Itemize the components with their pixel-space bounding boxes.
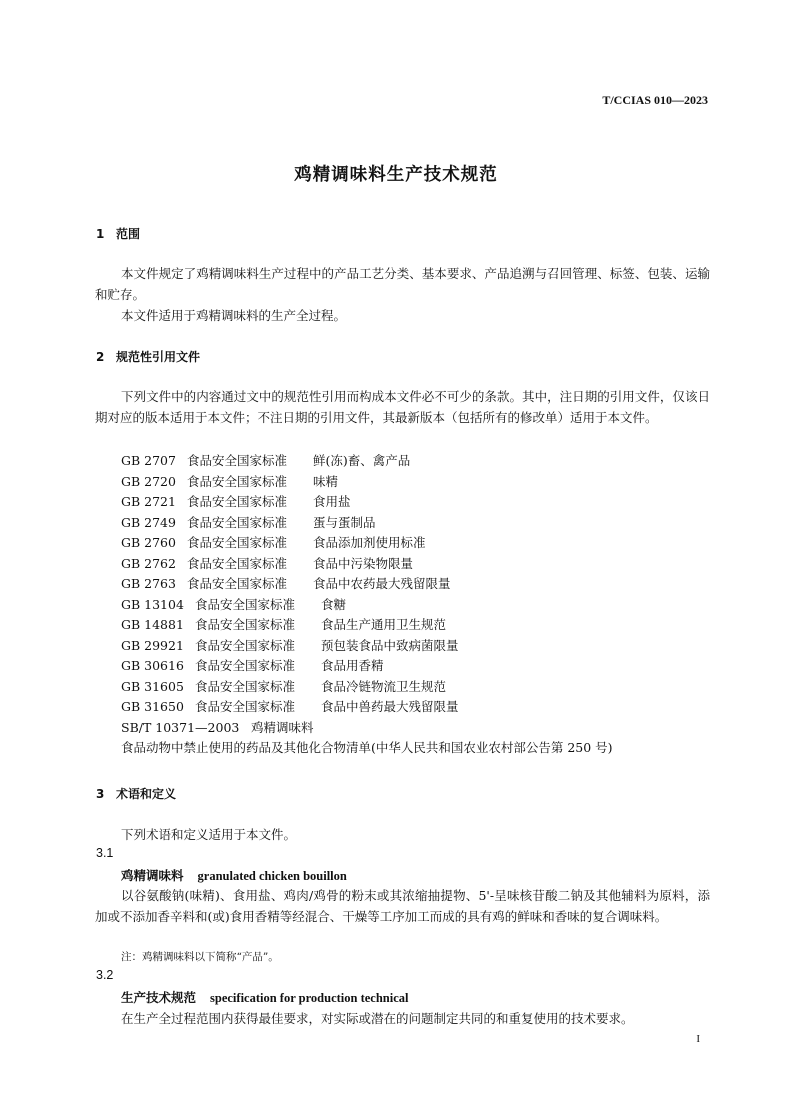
reference-title: 食品中兽药最大残留限量 [321, 699, 459, 714]
clause-number: 3.1 [96, 846, 114, 860]
reference-standard: 食品安全国家标准 [187, 453, 288, 468]
reference-title: 鸡精调味料 [251, 719, 314, 735]
reference-code: GB 31605 [121, 678, 184, 694]
reference-code: GB 14881 [121, 617, 184, 632]
clause-number: 3.2 [96, 968, 114, 982]
term-3-2 [121, 988, 409, 1006]
reference-standard: 食品安全国家标准 [187, 494, 288, 509]
reference-code: GB 2749 [121, 514, 176, 530]
section-number: 3 [96, 787, 105, 801]
section-number: 2 [96, 350, 105, 364]
reference-title: 鲜(冻)畜、禽产品 [313, 453, 411, 468]
section-title: 规范性引用文件 [116, 350, 201, 364]
section-number: 1 [96, 227, 105, 241]
reference-standard: 食品安全国家标准 [187, 514, 288, 530]
reference-standard: 食品安全国家标准 [195, 596, 296, 612]
reference-code: SB/T 10371—2003 [121, 719, 240, 735]
reference-code: GB 2720 [121, 473, 176, 489]
reference-item [121, 697, 613, 718]
reference-item [121, 492, 613, 513]
reference-item [121, 554, 613, 575]
reference-code: GB 31650 [121, 699, 184, 714]
reference-title: 食品冷链物流卫生规范 [321, 678, 447, 694]
reference-item [121, 615, 613, 636]
reference-standard: 食品安全国家标准 [195, 658, 296, 673]
term-chinese: 鸡精调味料 [121, 868, 184, 883]
reference-title: 食品动物中禁止使用的药品及其他化合物清单(中华人民共和国农业农村部公告第 250 号) [121, 740, 613, 755]
reference-title: 食品中污染物限量 [313, 555, 414, 571]
reference-item [121, 595, 613, 616]
reference-title: 食品生产通用卫生规范 [321, 617, 447, 632]
section-title: 术语和定义 [116, 787, 177, 801]
section-3-heading [96, 785, 176, 802]
reference-standard: 食品安全国家标准 [195, 617, 296, 632]
reference-code: GB 2707 [121, 453, 176, 468]
reference-title: 食用盐 [313, 494, 351, 509]
term-3-1-definition: 以谷氨酸钠(味精)、食用盐、鸡肉/鸡骨的粉末或其浓缩抽提物、5'-呈味核苷酸二钠及其他辅料为原料，添加或不添加香辛料和(或)食用香精等经混合、干燥等工序加工而成的具有鸡的鲜味和香味的复合调味料。 [95, 888, 710, 924]
reference-standard: 食品安全国家标准 [187, 535, 288, 550]
reference-item-sb [121, 718, 613, 739]
term-3-1 [121, 866, 347, 884]
section-title: 范围 [116, 227, 141, 241]
reference-code: GB 2760 [121, 535, 176, 550]
reference-item [121, 574, 613, 595]
reference-code: GB 30616 [121, 658, 184, 673]
reference-list [121, 451, 613, 759]
section-1-paragraph-1: 本文件规定了鸡精调味料生产过程中的产品工艺分类、基本要求、产品追溯与召回管理、标签、包装、运输和贮存。 [95, 266, 710, 302]
section-1-paragraph-2: 本文件适用于鸡精调味料的生产全过程。 [121, 308, 347, 323]
reference-standard: 食品安全国家标准 [187, 473, 288, 489]
document-title: 鸡精调味料生产技术规范 [294, 165, 498, 185]
reference-item-list [121, 738, 613, 759]
term-chinese: 生产技术规范 [121, 990, 197, 1005]
reference-standard: 食品安全国家标准 [195, 699, 296, 714]
reference-item [121, 656, 613, 677]
reference-item [121, 636, 613, 657]
term-english: granulated chicken bouillon [197, 869, 347, 883]
reference-title: 食糖 [321, 596, 347, 612]
reference-standard: 食品安全国家标准 [187, 555, 288, 571]
reference-item [121, 677, 613, 698]
reference-standard: 食品安全国家标准 [195, 637, 296, 653]
section-2-heading [96, 348, 200, 365]
reference-title: 食品添加剂使用标准 [313, 535, 426, 550]
section-1-heading [96, 225, 140, 242]
reference-standard: 食品安全国家标准 [187, 576, 288, 591]
reference-item [121, 533, 613, 554]
document-code: T/CCIAS 010—2023 [602, 93, 708, 107]
section-2-intro: 下列文件中的内容通过文中的规范性引用而构成本文件必不可少的条款。其中，注日期的引用文件，仅该日期对应的版本适用于本文件；不注日期的引用文件，其最新版本（包括所有的修改单）适用于本文件。 [95, 389, 710, 425]
reference-item [121, 472, 613, 493]
section-3-intro: 下列术语和定义适用于本文件。 [121, 827, 297, 842]
page-number: I [696, 1033, 700, 1045]
reference-title: 食品用香精 [321, 658, 384, 673]
reference-code: GB 2763 [121, 576, 176, 591]
reference-standard: 食品安全国家标准 [195, 678, 296, 694]
reference-title: 食品中农药最大残留限量 [313, 576, 451, 591]
term-english: specification for production technical [210, 991, 409, 1005]
reference-code: GB 2762 [121, 555, 176, 571]
term-3-2-definition: 在生产全过程范围内获得最佳要求，对实际或潜在的问题制定共同的和重复使用的技术要求。 [121, 1011, 634, 1026]
reference-item [121, 451, 613, 472]
reference-title: 味精 [313, 473, 339, 489]
term-3-1-note: 注：鸡精调味料以下简称“产品”。 [121, 951, 279, 963]
reference-code: GB 2721 [121, 494, 176, 509]
reference-title: 预包装食品中致病菌限量 [321, 637, 459, 653]
reference-code: GB 13104 [121, 596, 184, 612]
reference-code: GB 29921 [121, 637, 184, 653]
reference-item [121, 513, 613, 534]
reference-title: 蛋与蛋制品 [313, 514, 376, 530]
